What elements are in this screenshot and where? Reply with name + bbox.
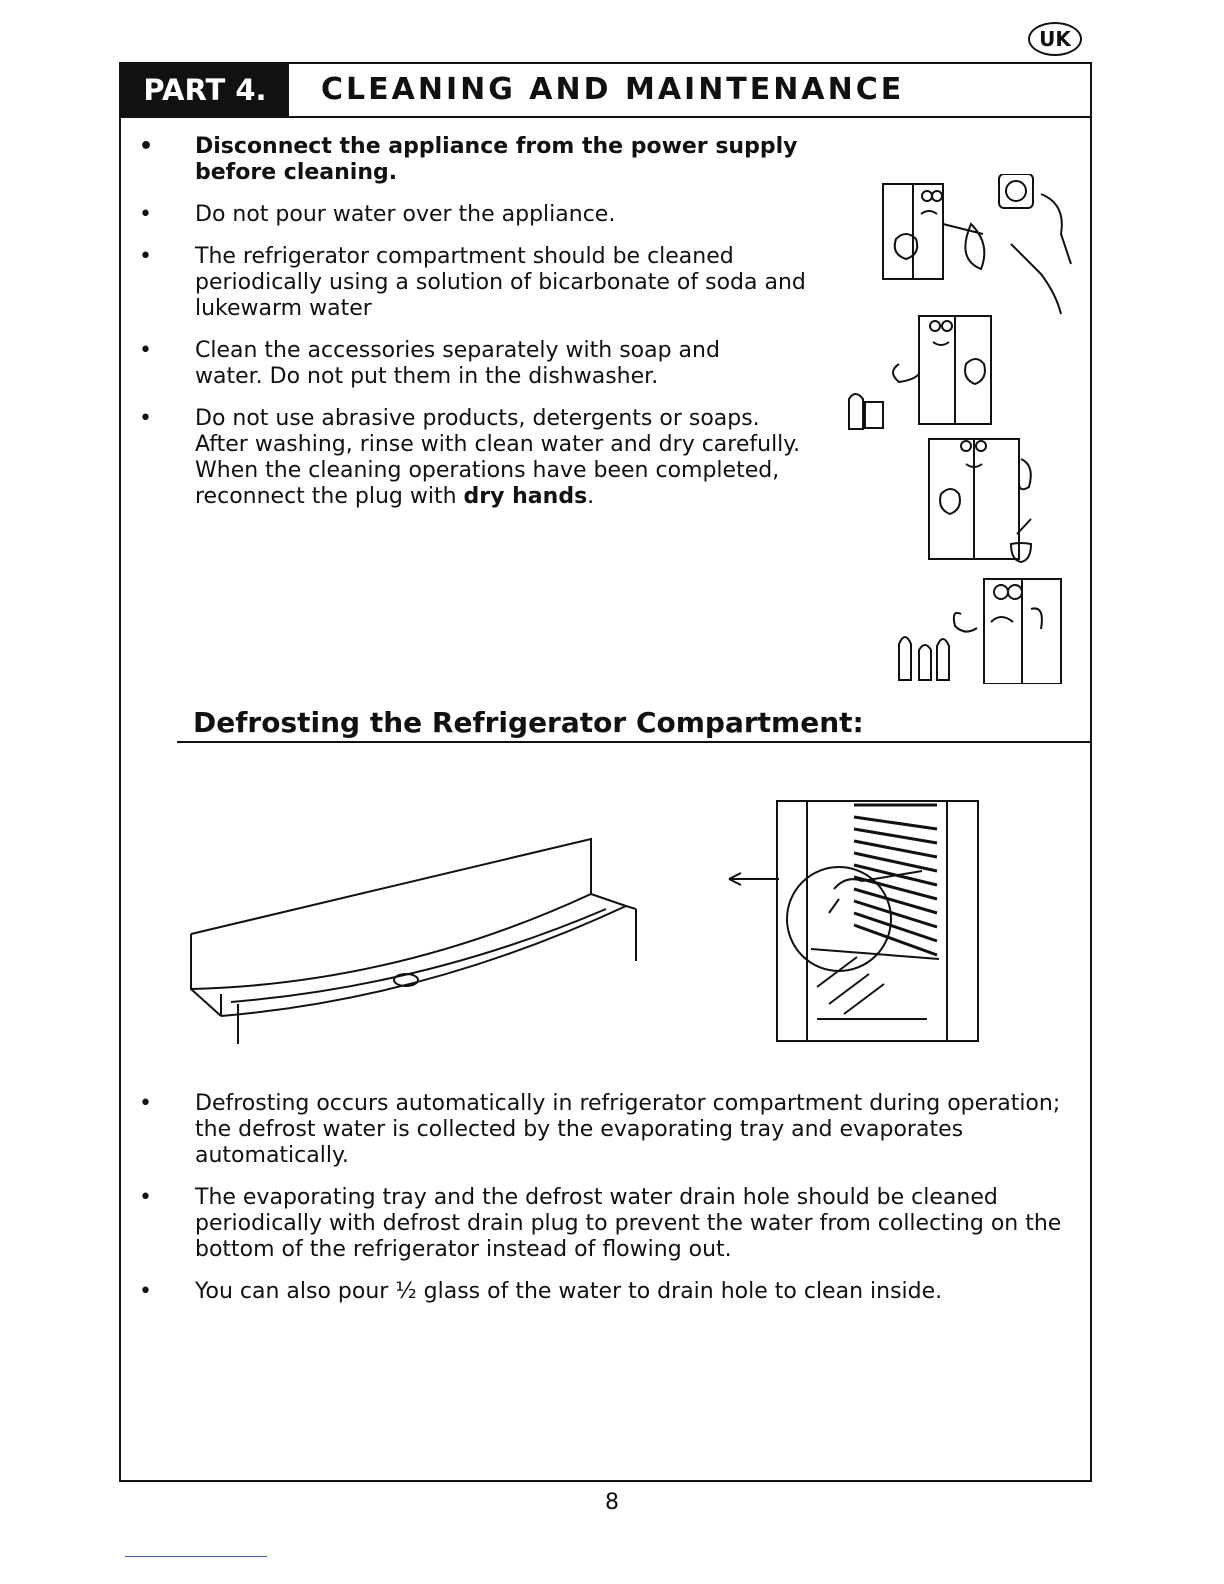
list-item-text: Do not pour water over the appliance. [195, 202, 616, 227]
list-item [123, 244, 843, 322]
evaporating-tray-illustration [186, 834, 646, 1049]
list-item [123, 1091, 1063, 1169]
page-frame [119, 62, 1092, 1482]
list-item [123, 202, 843, 228]
country-code: UK [1039, 27, 1071, 51]
defrost-heading: Defrosting the Refrigerator Compartment: [193, 706, 864, 739]
section-divider [177, 741, 1091, 743]
page-number: 8 [605, 1490, 619, 1515]
cleaning-cartoon-illustration [841, 174, 1081, 684]
list-item [123, 134, 843, 186]
part-number: PART 4. [121, 64, 289, 116]
drain-hole-illustration [719, 799, 984, 1044]
part-header [121, 64, 1090, 118]
list-item [123, 1279, 1063, 1305]
list-item-text: You can also pour ½ glass of the water to drain hole to clean inside. [195, 1279, 943, 1304]
list-item-text: The refrigerator compartment should be cleaned periodically using a solution of bicarbonate of soda and lukewarm water [195, 244, 806, 321]
list-item-text: Defrosting occurs automatically in refrigerator compartment during operation; the defrost water is collected by the evaporating tray and evaporates automatically. [195, 1091, 1061, 1168]
list-item-text: Clean the accessories separately with soap and water. Do not put them in the dishwasher. [195, 338, 720, 389]
footer-link-line [125, 1556, 267, 1557]
list-item-text: Do not use abrasive products, detergents or soaps. After washing, rinse with clean water and dry carefully. When the cleaning operations have been completed, reconnect the plug with [195, 406, 801, 509]
list-item-text: Disconnect the appliance from the power supply before cleaning. [195, 134, 798, 185]
list-item [123, 338, 843, 390]
list-item-text: The evaporating tray and the defrost water drain hole should be cleaned periodically with defrost drain plug to prevent the water from collecting on the bottom of the refrigerator instead of flowing out. [195, 1185, 1062, 1262]
cleaning-list [123, 134, 843, 526]
part-title: CLEANING AND MAINTENANCE [321, 72, 905, 107]
defrost-list [123, 1091, 1063, 1321]
list-item [123, 1185, 1063, 1263]
list-item-bold-text: dry hands [463, 484, 588, 509]
country-badge [1028, 22, 1082, 56]
list-item-text-end: . [587, 484, 595, 509]
list-item [123, 406, 843, 510]
